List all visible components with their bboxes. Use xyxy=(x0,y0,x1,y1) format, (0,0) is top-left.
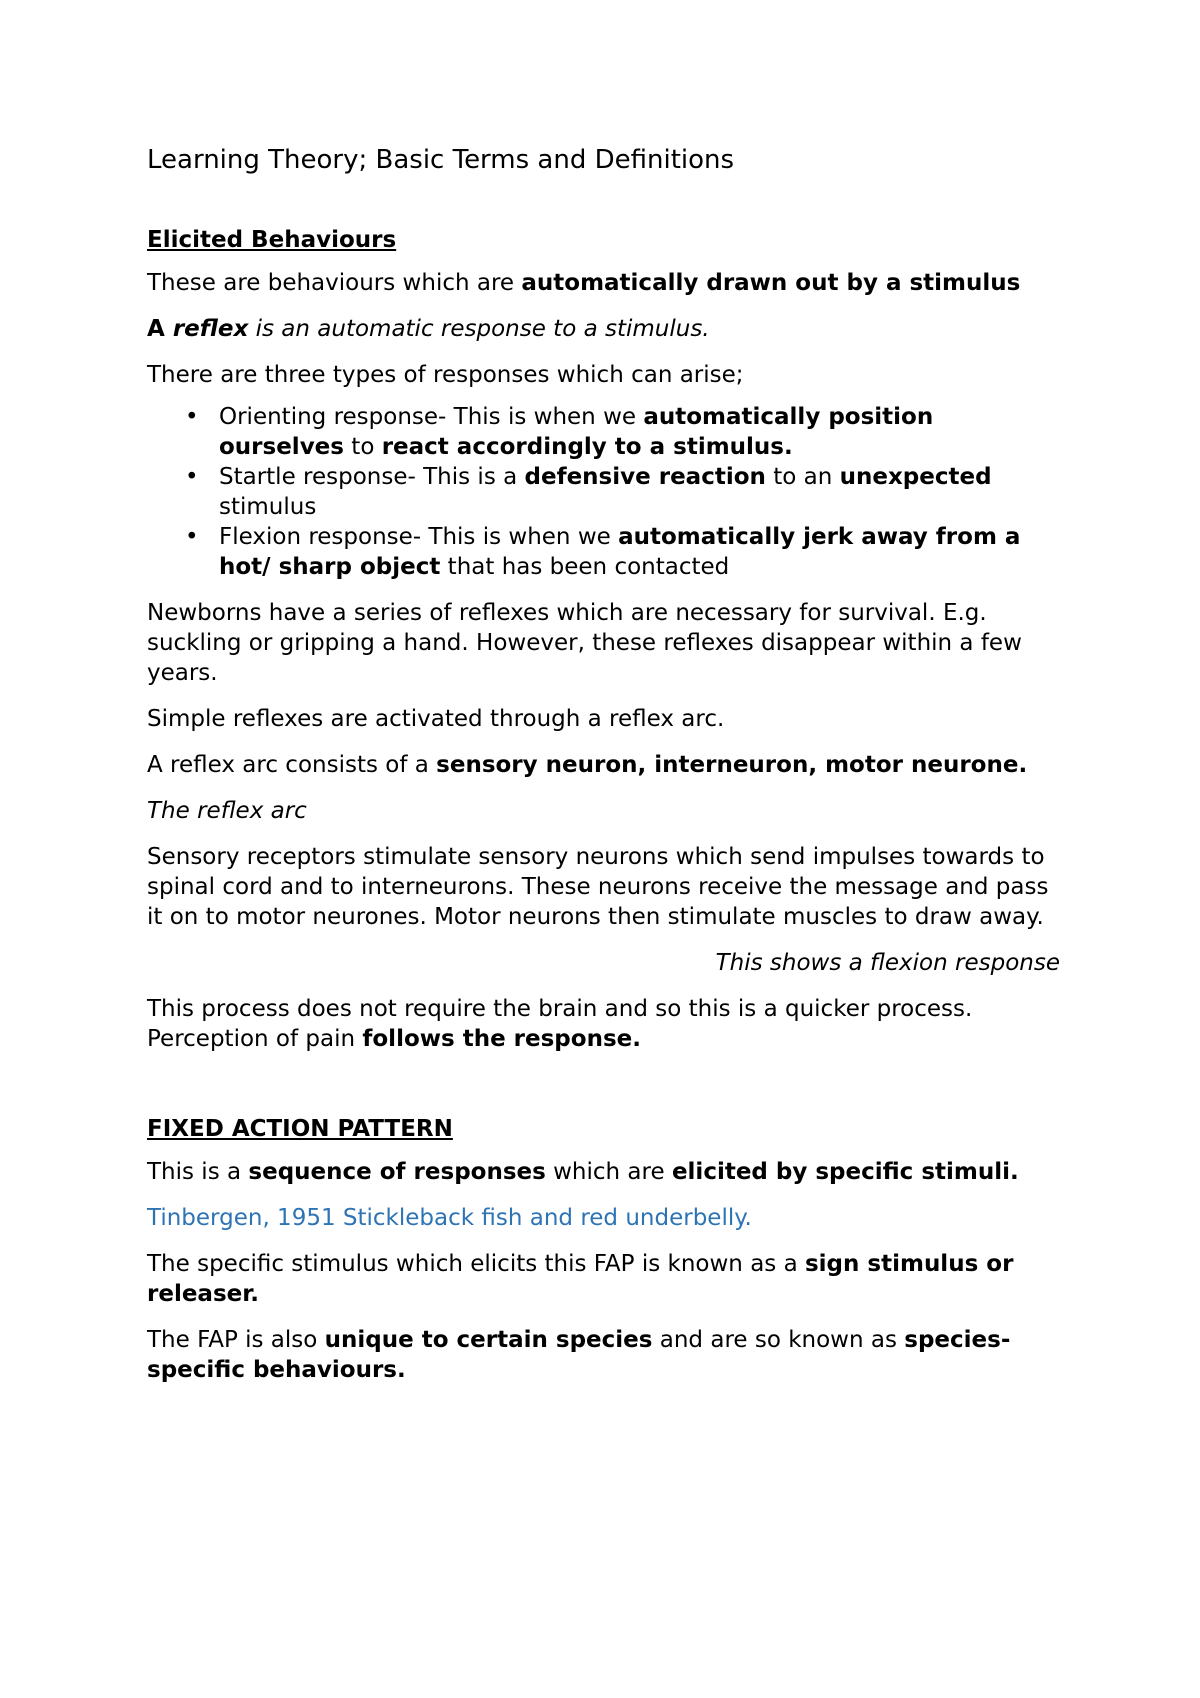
caption-flexion-response: This shows a flexion response xyxy=(715,950,1060,976)
list-item xyxy=(185,462,1060,522)
bold-text: sequence of responses xyxy=(248,1159,546,1185)
text-run: Orienting response- This is when we xyxy=(219,404,644,430)
paragraph-tinbergen-reference: Tinbergen, 1951 Stickleback fish and red underbelly. xyxy=(147,1205,752,1231)
paragraph-response-types-intro: There are three types of responses which can arise; xyxy=(147,362,744,388)
text-run: The specific stimulus which elicits this FAP is known as a xyxy=(147,1251,805,1277)
paragraph-reflex-arc-intro: Simple reflexes are activated through a reflex arc. xyxy=(147,706,725,732)
text-run: to xyxy=(343,434,382,460)
text-run: These are behaviours which are xyxy=(147,270,522,296)
text-run: that has been contacted xyxy=(440,554,730,580)
bold-text: react accordingly to a stimulus. xyxy=(381,434,793,460)
bold-text: defensive reaction xyxy=(524,464,766,490)
bullet-icon: • xyxy=(185,524,199,550)
bold-text: follows the response. xyxy=(362,1026,641,1052)
text-run: stimulus xyxy=(219,494,317,520)
paragraph-species-specific xyxy=(147,1325,1060,1385)
list-item xyxy=(185,522,1060,582)
bullet-icon: • xyxy=(185,404,199,430)
bold-text: A xyxy=(147,316,173,342)
bold-italic-text: reflex xyxy=(172,316,249,342)
text-run: This process does not require the brain and so this is a quicker process. Perception of pain xyxy=(147,996,973,1052)
paragraph-fap-definition xyxy=(147,1157,1060,1187)
text-run: The FAP is also xyxy=(147,1327,325,1353)
paragraph-reflex-arc-description: Sensory receptors stimulate sensory neurons which send impulses towards to spinal cord and to interneurons. These neurons receive the message and pass it on to motor neurones. Motor neurons then stimulate muscles to draw away. xyxy=(147,844,1049,930)
text-run: Flexion response- This is when we xyxy=(219,524,619,550)
text-run: A reflex arc consists of a xyxy=(147,752,437,778)
text-run: This is a xyxy=(147,1159,249,1185)
text-run: which are xyxy=(545,1159,672,1185)
bold-text: automatically drawn out by a stimulus xyxy=(521,270,1021,296)
paragraph-sign-stimulus xyxy=(147,1249,1060,1309)
bold-text: sign stimulus or releaser. xyxy=(147,1251,1014,1307)
paragraph-process-speed xyxy=(147,994,1060,1054)
paragraph-newborn-reflexes: Newborns have a series of reflexes which are necessary for survival. E.g. suckling or gripping a hand. However, these reflexes disappear within a few years. xyxy=(147,600,1022,686)
paragraph-elicited-definition xyxy=(147,268,1060,298)
subheading-reflex-arc: The reflex arc xyxy=(147,798,307,824)
bold-text: automatically jerk away from a hot/ sharp object xyxy=(219,524,1021,580)
bold-text: elicited by specific stimuli. xyxy=(671,1159,1019,1185)
bold-text: species-specific behaviours. xyxy=(147,1327,1011,1383)
paragraph-reflex-arc-components xyxy=(147,750,1060,780)
bullet-icon: • xyxy=(185,464,199,490)
text-run: and are so known as xyxy=(652,1327,905,1353)
italic-text: is an automatic response to a stimulus. xyxy=(248,316,710,342)
section-heading-elicited-behaviours: Elicited Behaviours xyxy=(147,227,397,253)
section-heading-fixed-action-pattern: FIXED ACTION PATTERN xyxy=(147,1116,453,1142)
bold-text: unique to certain species xyxy=(324,1327,653,1353)
text-run: Startle response- This is a xyxy=(219,464,525,490)
bold-text: sensory neuron, interneuron, motor neurone. xyxy=(436,752,1028,778)
paragraph-reflex-definition xyxy=(147,314,1060,344)
bold-text: unexpected xyxy=(839,464,992,490)
response-types-list xyxy=(147,402,1060,582)
text-run: to an xyxy=(765,464,840,490)
list-item xyxy=(185,402,1060,462)
document-title: Learning Theory; Basic Terms and Definitions xyxy=(147,145,735,175)
bold-text: automatically position ourselves xyxy=(219,404,934,460)
